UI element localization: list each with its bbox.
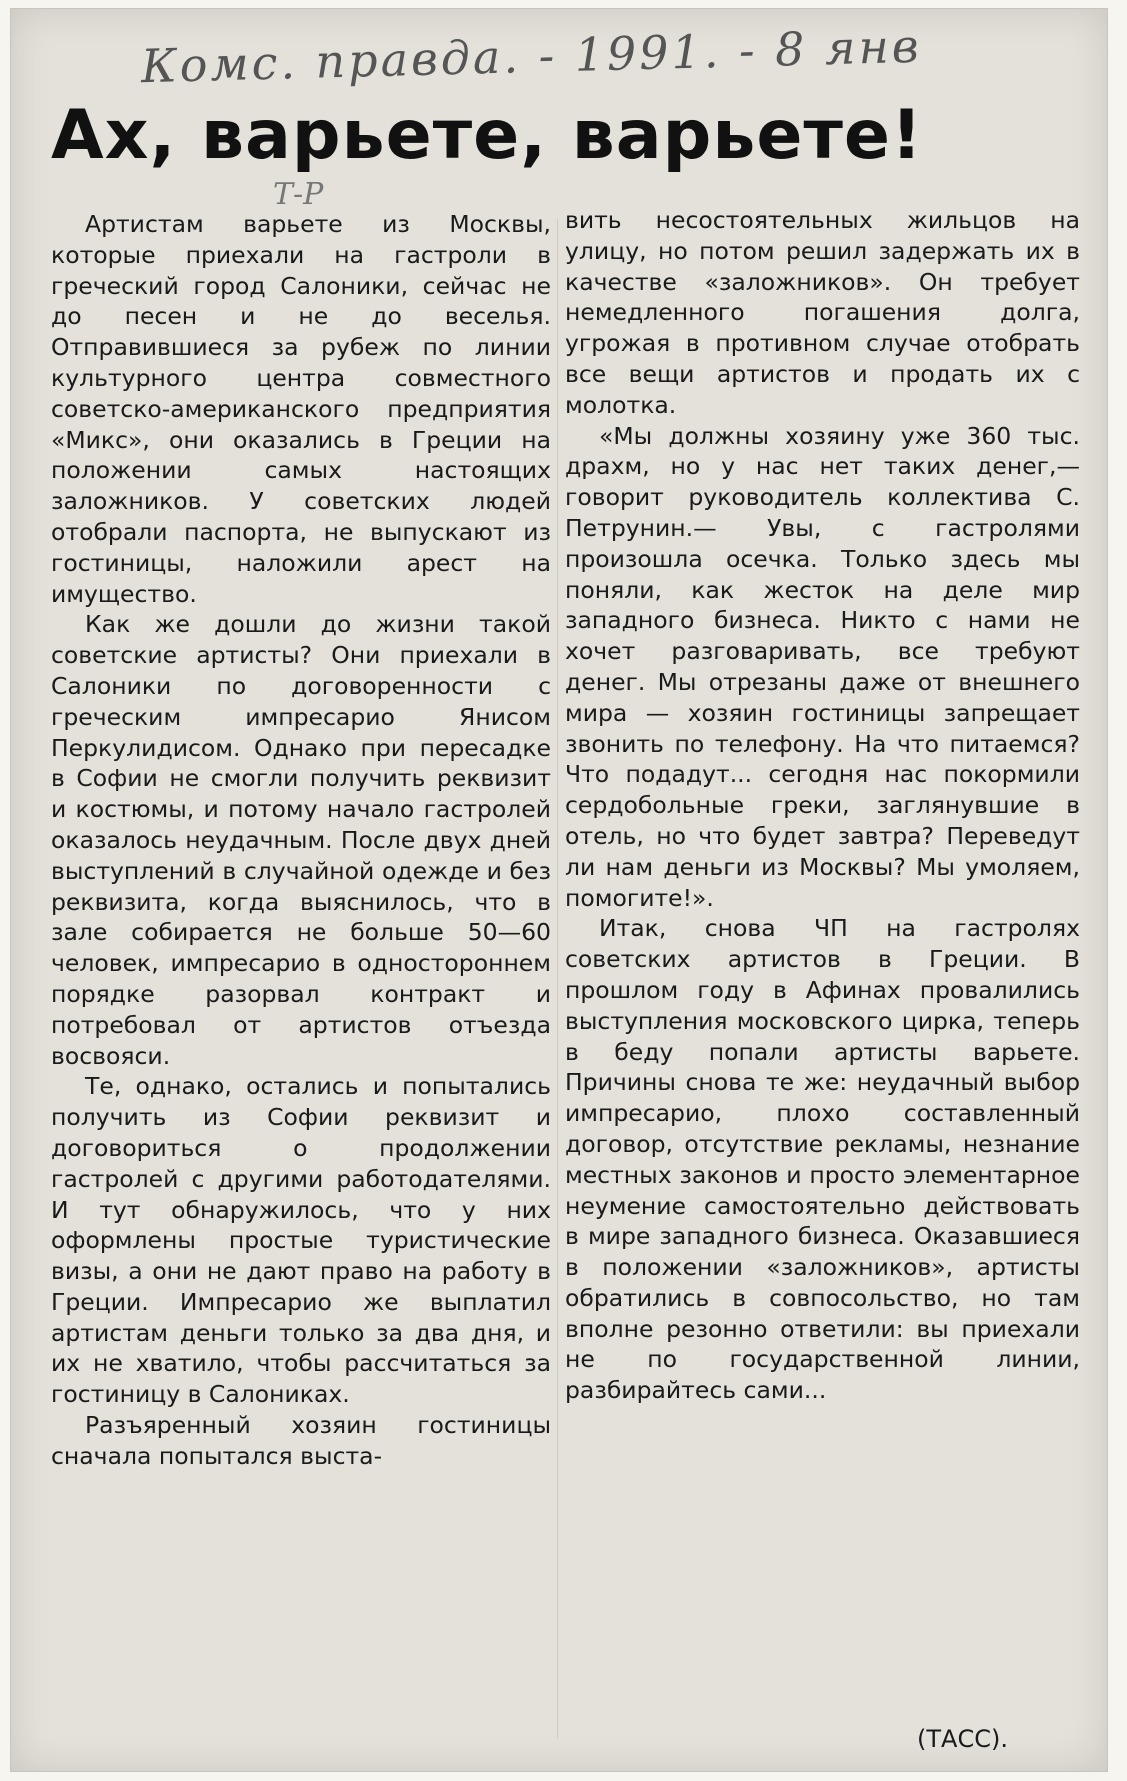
article-paragraph: Итак, снова ЧП на гастролях советских артистов в Греции. В прошлом году в Афинах провалились выступления московского цирка, теперь в беду попали артисты варьете. Причины снова те же: неудачный выбор импресарио, плохо составленный договор, отсутствие рекламы, незнание местных законов и просто элементарное неумение самостоятельно действовать в мире западного бизнеса. Оказавшиеся в положении «заложников», артисты обратились в совпосольство, но там вполне резонно ответили: вы приехали не по государственной линии, разбирайтесь сами... [565, 914, 1080, 1405]
article-column-left [51, 209, 551, 1472]
article-headline: Ах, варьете, варьете! [51, 96, 923, 175]
handwritten-margin-mark: Т-Р [273, 177, 324, 212]
article-signature: (ТАСС). [917, 1725, 1008, 1753]
article-paragraph: Артистам варьете из Москвы, которые приехали на гастроли в греческий город Салоники, сейчас не до песен и не до веселья. Отправившиеся за рубеж по линии культурного центра совместного советско-американского предприятия «Микс», они оказались в Греции на положении самых настоящих заложников. У советских людей отобрали паспорта, не выпускают из гостиницы, наложили арест на имущество. [51, 210, 551, 608]
column-divider [557, 219, 558, 1739]
article-column-right [565, 205, 1080, 1406]
article-paragraph: Как же дошли до жизни такой советские артисты? Они приехали в Салоники по договоренности с греческим импресарио Янисом Перкулидисом. Однако при пересадке в Софии не смогли получить реквизит и костюмы, и потому начало гастролей оказалось неудачным. После двух дней выступлений в случайной одежде и без реквизита, когда выяснилось, что в зале собирается не больше 50—60 человек, импресарио в одностороннем порядке разорвал контракт и потребовал от артистов отъезда восвояси. [51, 610, 551, 1070]
article-paragraph: «Мы должны хозяину уже 360 тыс. драхм, но у нас нет таких денег,— говорит руководитель коллектива С. Петрунин.— Увы, с гастролями произошла осечка. Только здесь мы поняли, как жесток на деле мир западного бизнеса. Никто с нами не хочет разговаривать, все требуют денег. Мы отрезаны даже от внешнего мира — хозяин гостиницы запрещает звонить по телефону. На что питаемся? Что подадут... сегодня нас покормили сердобольные греки, заглянувшие в отель, но что будет завтра? Переведут ли нам деньги из Москвы? Мы умоляем, помогите!». [565, 421, 1080, 912]
article-paragraph: вить несостоятельных жильцов на улицу, но потом решил задержать их в качестве «заложников». Он требует немедленного погашения долга, угрожая в противном случае отобрать все вещи артистов и продать их с молотка. [565, 206, 1080, 419]
article-paragraph: Разъяренный хозяин гостиницы сначала попытался выста- [51, 1411, 551, 1470]
handwritten-source-note: Комс. правда. - 1991. - 8 янв [140, 18, 923, 94]
newspaper-clipping [10, 8, 1108, 1772]
article-paragraph: Те, однако, остались и попытались получить из Софии реквизит и договориться о продолжении гастролей с другими работодателями. И тут обнаружилось, что у них оформлены простые туристические визы, а они не дают право на работу в Греции. Импресарио же выплатил артистам деньги только за два дня, и их не хватило, чтобы рассчитаться за гостиницу в Салониках. [51, 1072, 551, 1409]
